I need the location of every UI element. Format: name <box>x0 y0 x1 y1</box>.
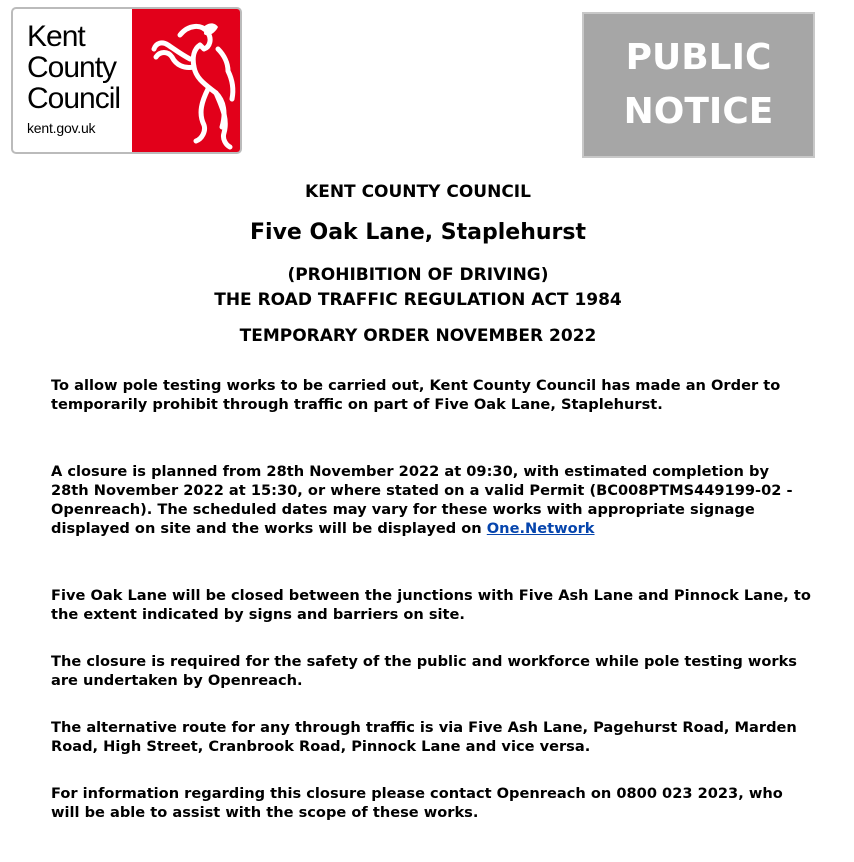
badge-line-notice: NOTICE <box>623 91 774 132</box>
logo-text <box>13 9 132 152</box>
logo-horse-panel <box>132 9 240 152</box>
paragraph-alternative-route: The alternative route for any through traffic is via Five Ash Lane, Pagehurst Road, Marden Road, High Street, Cranbrook Road, Pinnock Lane and vice versa. <box>51 719 797 755</box>
paragraph-reason: The closure is required for the safety of the public and workforce while pole testing works are undertaken by Openreach. <box>51 653 797 689</box>
rampant-horse-icon <box>132 9 240 154</box>
public-notice-badge <box>582 12 815 158</box>
council-heading: KENT COUNTY COUNCIL <box>305 182 531 202</box>
paragraph-purpose: To allow pole testing works to be carried out, Kent County Council has made an Order to temporarily prohibit through traffic on part of Five Oak Lane, Staplehurst. <box>51 377 781 413</box>
logo-url: kent.gov.uk <box>27 120 96 136</box>
logo-word-council: Council <box>27 82 121 115</box>
act-line: THE ROAD TRAFFIC REGULATION ACT 1984 <box>214 290 622 310</box>
act-heading <box>0 263 836 313</box>
paragraph-extent: Five Oak Lane will be closed between the junctions with Five Ash Lane and Pinnock Lane, to the extent indicated by signs and barriers on site. <box>51 587 811 623</box>
paragraph-closure-dates <box>51 462 811 538</box>
closure-dates-text: A closure is planned from 28th November 2022 at 09:30, with estimated completion by 28th November 2022 at 15:30, or where stated on a valid Permit (BC008PTMS449199-02 - Openreach). The scheduled dates may vary for these works with appropriate signage displayed on site and the works will be displayed on <box>51 463 793 537</box>
logo-word-kent: Kent <box>27 20 85 53</box>
kcc-logo <box>11 7 242 154</box>
paragraph-contact: For information regarding this closure please contact Openreach on 0800 023 2023, who will be able to assist with the scope of these works. <box>51 785 783 821</box>
badge-line-public: PUBLIC <box>625 37 772 78</box>
prohibition-line: (PROHIBITION OF DRIVING) <box>287 265 549 285</box>
road-title: Five Oak Lane, Staplehurst <box>250 220 586 245</box>
one-network-link[interactable]: One.Network <box>486 520 595 537</box>
logo-word-county: County <box>27 51 117 84</box>
order-heading: TEMPORARY ORDER NOVEMBER 2022 <box>239 326 597 346</box>
